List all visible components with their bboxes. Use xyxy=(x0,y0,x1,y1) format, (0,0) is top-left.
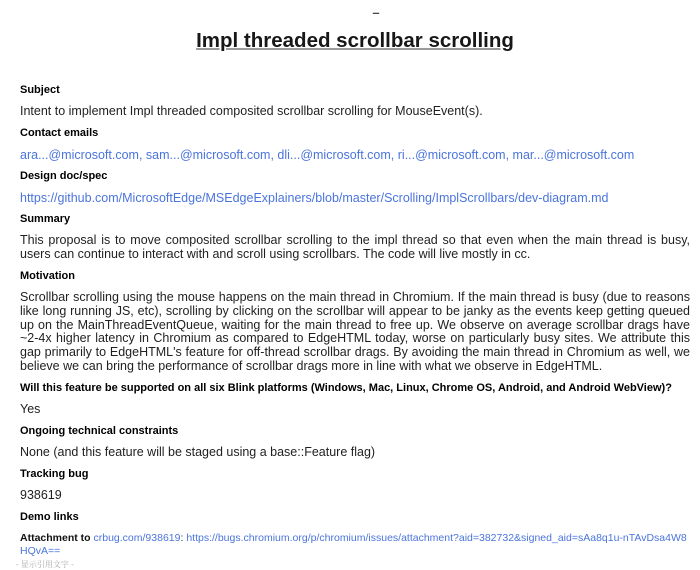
page-title: Impl threaded scrollbar scrolling xyxy=(196,29,514,52)
section-heading-tracking-bug: Tracking bug xyxy=(20,467,89,480)
design-doc-link[interactable]: https://github.com/MicrosoftEdge/MSEdgeExplainers/blob/master/Scrolling/ImplScrollbars/dev-diagram.md xyxy=(20,190,609,205)
motivation-text: Scrollbar scrolling using the mouse happens on the main thread in Chromium. If the main thread is busy (due to reasons like long running JS, etc), scrolling by clicking on the scrollbar will appear to be janky as the events keep getting queued up on the MainThreadEventQueue, waiting for the main thread to free up. We observe on average scrollbar drags have ~2-4x higher latency in Chromium as compared to EdgeHTML today, worse on particularly busy sites. We attribute this gap primarily to EdgeHTML's feature for off-thread scrollbar drags. By avoiding the main thread in Chromium as well, we believe we can bring the performance of scrollbar drags more in line with what we observe in EdgeHTML. xyxy=(20,289,690,374)
tracking-bug-number: 938619 xyxy=(20,487,62,502)
section-heading-platforms-question: Will this feature be supported on all six Blink platforms (Windows, Mac, Linux, Chrome OS, Android, and Android WebView)? xyxy=(20,382,672,395)
contact-email-link[interactable]: ara...@microsoft.com xyxy=(20,147,139,162)
contact-email-link[interactable]: sam...@microsoft.com xyxy=(145,147,271,162)
collapsed-quote-dash: – xyxy=(372,5,380,20)
platforms-answer: Yes xyxy=(20,402,41,417)
technical-constraints-text: None (and this feature will be staged using a base::Feature flag) xyxy=(20,445,376,460)
attachment-line xyxy=(20,532,690,558)
section-heading-contact-emails: Contact emails xyxy=(20,126,99,139)
section-heading-subject: Subject xyxy=(20,84,60,96)
crbug-link[interactable]: crbug.com/938619 xyxy=(93,531,181,544)
contact-emails-line xyxy=(20,148,690,162)
section-heading-technical-constraints: Ongoing technical constraints xyxy=(20,425,179,438)
email-separator: , xyxy=(505,147,513,162)
section-heading-design-doc: Design doc/spec xyxy=(20,169,108,182)
contact-email-link[interactable]: dli...@microsoft.com xyxy=(277,147,391,162)
summary-text: This proposal is to move composited scrollbar scrolling to the impl thread so that even when the main thread is busy, users can continue to interact with and scroll using scrollbars. The code will live mostly in cc. xyxy=(20,232,690,261)
section-heading-motivation: Motivation xyxy=(20,269,75,282)
subject-text: Intent to implement Impl threaded composited scrollbar scrolling for MouseEvent(s). xyxy=(20,104,483,118)
show-quoted-text-toggle[interactable]: - 显示引用文字 - xyxy=(16,559,74,569)
attachment-prefix: Attachment to xyxy=(20,531,94,544)
attachment-url-link[interactable]: https://bugs.chromium.org/p/chromium/issues/attachment?aid=382732&signed_aid=sAa8q1u-nTAvDsa4W8HQvA== xyxy=(20,531,687,557)
email-separator: , xyxy=(390,147,398,162)
contact-email-link[interactable]: ri...@microsoft.com xyxy=(397,147,506,162)
email-separator: , xyxy=(270,147,278,162)
design-doc-line xyxy=(20,191,690,205)
contact-email-link[interactable]: mar...@microsoft.com xyxy=(512,147,635,162)
email-separator: , xyxy=(138,147,146,162)
attachment-colon: : xyxy=(180,531,187,544)
section-heading-demo-links: Demo links xyxy=(20,510,79,523)
section-heading-summary: Summary xyxy=(20,212,71,225)
